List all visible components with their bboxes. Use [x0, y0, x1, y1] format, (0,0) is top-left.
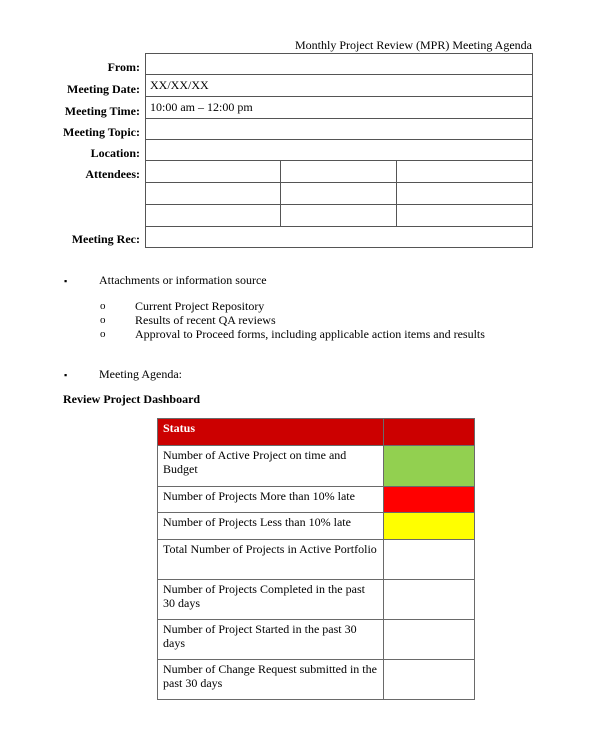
- status-header-cell: [384, 419, 475, 446]
- status-color-cell: [384, 487, 475, 513]
- status-color-cell: [384, 660, 475, 700]
- location-label: Location:: [90, 146, 140, 160]
- sub-item-approval-forms: Approval to Proceed forms, including applicable action items and results: [135, 327, 485, 341]
- attendees-label: Attendees:: [85, 167, 140, 181]
- table-row: [158, 487, 475, 513]
- sub-bullet-icon: o: [100, 300, 106, 312]
- meeting-time-field[interactable]: 10:00 am – 12:00 pm: [145, 97, 533, 119]
- sub-item-repository: Current Project Repository: [135, 299, 265, 313]
- status-header: Status: [158, 419, 384, 446]
- attendee-cell[interactable]: [396, 161, 533, 183]
- attendee-cell[interactable]: [280, 182, 397, 205]
- attendee-cell[interactable]: [145, 161, 281, 183]
- row-label: Number of Projects Less than 10% late: [158, 513, 384, 540]
- meeting-date-label: Meeting Date:: [67, 82, 140, 96]
- attachments-item: Attachments or information source: [99, 273, 267, 287]
- sub-bullet-icon: o: [100, 314, 106, 326]
- row-label: Number of Projects More than 10% late: [158, 487, 384, 513]
- row-label: Number of Active Project on time and Budget: [158, 446, 384, 487]
- status-color-cell: [384, 540, 475, 580]
- table-row: [158, 660, 475, 700]
- attendee-cell[interactable]: [145, 182, 281, 205]
- sub-item-qa-reviews: Results of recent QA reviews: [135, 313, 276, 327]
- document-title: Monthly Project Review (MPR) Meeting Agenda: [295, 38, 532, 52]
- row-label: Number of Projects Completed in the past 30 days: [158, 580, 384, 620]
- table-row: [158, 446, 475, 487]
- row-label: Number of Project Started in the past 30 days: [158, 620, 384, 660]
- meeting-topic-label: Meeting Topic:: [63, 125, 140, 139]
- table-row: [158, 580, 475, 620]
- dashboard-heading: Review Project Dashboard: [63, 392, 201, 406]
- sub-bullet-icon: o: [100, 328, 106, 340]
- table-row: [158, 513, 475, 540]
- from-label: From:: [107, 60, 140, 74]
- dashboard-header-row: [158, 419, 475, 446]
- attendee-cell[interactable]: [280, 204, 397, 227]
- dashboard-table: [157, 418, 475, 700]
- meeting-time-label: Meeting Time:: [64, 104, 140, 118]
- meeting-topic-field[interactable]: [145, 119, 533, 140]
- status-color-cell: [384, 580, 475, 620]
- location-field[interactable]: [145, 140, 533, 161]
- meeting-date-field[interactable]: XX/XX/XX: [145, 75, 533, 97]
- meeting-rec-field[interactable]: [145, 226, 533, 248]
- attendee-cell[interactable]: [396, 204, 533, 227]
- status-color-cell: [384, 513, 475, 540]
- row-label: Number of Change Request submitted in the past 30 days: [158, 660, 384, 700]
- status-color-cell: [384, 620, 475, 660]
- attendee-cell[interactable]: [280, 161, 397, 183]
- attendee-cell[interactable]: [145, 204, 281, 227]
- from-field[interactable]: [145, 53, 533, 75]
- row-label: Total Number of Projects in Active Portfolio: [158, 540, 384, 580]
- attendee-cell[interactable]: [396, 182, 533, 205]
- bullet-square-icon: ▪: [64, 370, 68, 380]
- status-color-cell: [384, 446, 475, 487]
- bullet-square-icon: ▪: [64, 276, 68, 286]
- table-row: [158, 540, 475, 580]
- meeting-agenda-item: Meeting Agenda:: [99, 367, 182, 381]
- meeting-rec-label: Meeting Rec:: [71, 232, 140, 246]
- table-row: [158, 620, 475, 660]
